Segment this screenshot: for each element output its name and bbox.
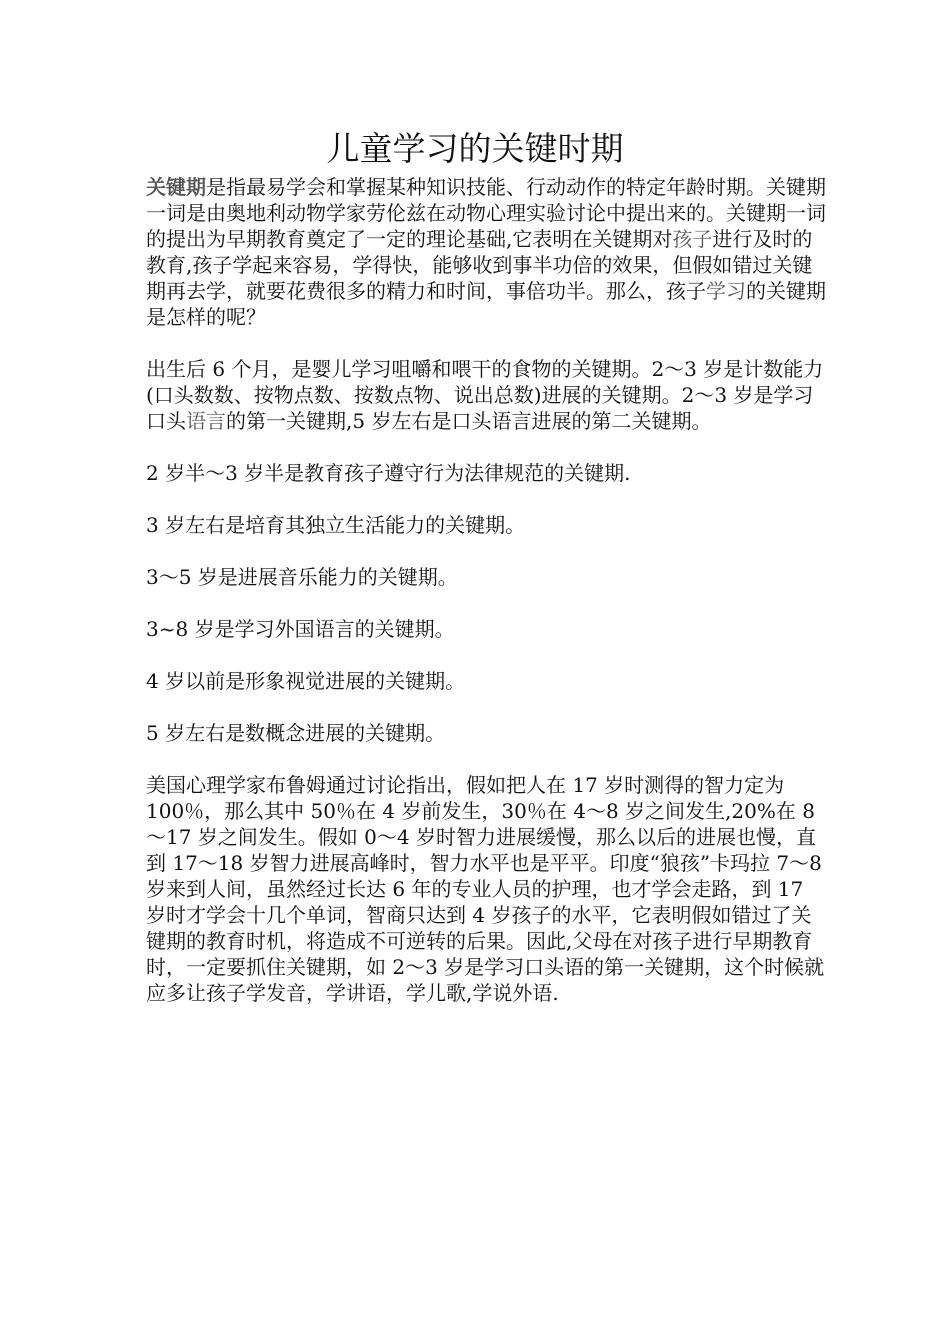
page-title: 儿童学习的关键时期 xyxy=(326,129,624,168)
link-language[interactable]: 语言 xyxy=(186,409,226,433)
paragraph-visual: 4 岁以前是形象视觉进展的关键期。 xyxy=(146,669,466,693)
paragraph-research: 美国心理学家布鲁姆通过讨论指出，假如把人在 17 岁时测得的智力定为 100％，那么其中 50％在 4 岁前发生，30％在 4～8 岁之间发生,20%在 8～17 岁之间发生。假如 0～4 岁时智力进展缓慢，那么以后的进展也慢，直到 17～18 岁智力进展高峰时，智力水平也是平平。印度“狼孩”卡玛拉 7～8 岁来到人间，虽然经过长达 6 年的专业人员的护理，也才学会走路，到 17 岁时才学会十几个单词，智商只达到 4 岁孩子的水平，它表明假如错过了关键期的教育时机，将造成不可逆转的后果。因此,父母在对孩子进行早期教育时，一定要抓住关键期，如 2～3 岁是学习口头语的第一关键期，这个时候就应多让孩子学发音，学讲语，学儿歌,学说外语. xyxy=(146,773,825,1005)
paragraph-music: 3～5 岁是进展音乐能力的关键期。 xyxy=(146,565,458,589)
link-key-period[interactable]: 关键期 xyxy=(146,175,206,199)
link-learning[interactable]: 学习 xyxy=(706,279,746,303)
link-child[interactable]: 孩子 xyxy=(672,227,713,251)
infant-text-b: 的第一关键期,5 岁左右是口头语言进展的第二关键期。 xyxy=(226,409,712,433)
document-body xyxy=(146,174,826,1032)
intro-text-a: 是指最易学会和掌握某种知识技能、行动动作的特定年龄时期。关键期一词是由奥地利动物学家劳伦兹在动物心理实验讨论中提出来的。关键期一词的提出为早期教育奠定了一定的理论基础,它表明在关键期对 xyxy=(146,175,826,251)
paragraph-infant xyxy=(146,356,826,434)
infant-text-a: 出生后 6 个月，是婴儿学习咀嚼和喂干的食物的关键期。2～3 岁是计数能力(口头数数、按物点数、按数点物、说出总数)进展的关键期。2～3 岁是学习口头 xyxy=(146,357,824,433)
paragraph-behavior: 2 岁半～3 岁半是教育孩子遵守行为法律规范的关键期. xyxy=(146,461,631,485)
paragraph-independence: 3 岁左右是培育其独立生活能力的关键期。 xyxy=(146,513,526,537)
paragraph-number-concept: 5 岁左右是数概念进展的关键期。 xyxy=(146,721,446,745)
paragraph-intro xyxy=(146,174,826,330)
intro-text-b: 进行及时的教育,孩子学起来容易，学得快，能够收到事半功倍的效果，但假如错过关键期再去学，就要花费很多的精力和时间，事倍功半。那么，孩子 xyxy=(146,227,813,303)
paragraph-foreign-language: 3~8 岁是学习外国语言的关键期。 xyxy=(146,617,455,641)
intro-text-c: 的关键期是怎样的呢？ xyxy=(146,279,826,329)
